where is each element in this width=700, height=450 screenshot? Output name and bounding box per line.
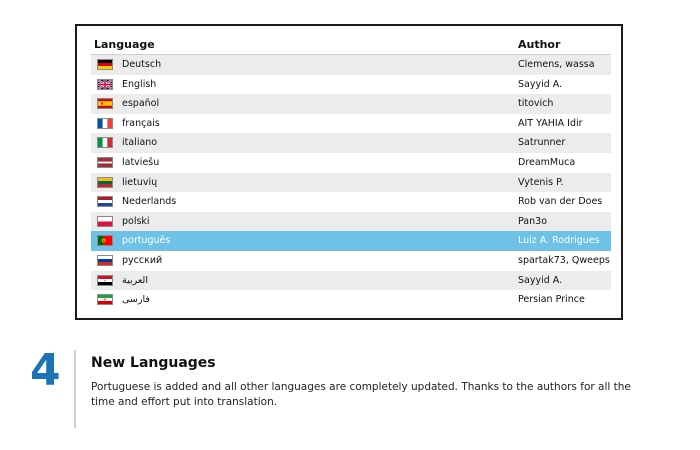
language-name: polski (122, 215, 150, 227)
column-header-language[interactable]: Language (94, 38, 155, 51)
table-row-selected[interactable] (91, 231, 611, 251)
flag-netherlands-icon (97, 196, 113, 207)
flag-lithuania-icon (97, 177, 113, 188)
author-name: spartak73, Qweeps (518, 254, 610, 266)
language-name: Nederlands (122, 196, 177, 208)
table-row[interactable] (91, 290, 611, 310)
author-name: DreamMuca (518, 156, 576, 168)
author-name: Sayyid A. (518, 78, 563, 90)
table-row[interactable] (91, 251, 611, 271)
language-name: فارسی (122, 294, 150, 306)
flag-egypt-icon (97, 275, 113, 286)
language-name: Deutsch (122, 59, 162, 70)
feature-description: Portuguese is added and all other languages are completely updated. Thanks to the authors for all the time and effort put into translation. (91, 381, 631, 408)
table-row[interactable] (91, 173, 611, 193)
table-row[interactable] (91, 133, 611, 153)
author-name: Vytenis P. (518, 176, 564, 188)
step-number: 4 (30, 345, 61, 396)
flag-uk-icon (97, 79, 113, 90)
feature-title: New Languages (91, 355, 216, 371)
language-name: English (122, 78, 157, 90)
language-name: español (122, 98, 160, 110)
author-name: Luiz A. Rodrigues (518, 235, 600, 247)
vertical-divider (74, 350, 76, 428)
language-list-window (75, 24, 623, 320)
language-name: português (122, 235, 171, 247)
author-name: Satrunner (518, 137, 566, 149)
author-name: Persian Prince (518, 294, 585, 306)
author-name: Sayyid A. (518, 274, 563, 286)
table-row[interactable] (91, 192, 611, 212)
flag-spain-icon (97, 98, 113, 109)
author-name: Clemens, wassa (518, 59, 595, 70)
language-name: العربية (122, 274, 148, 286)
flag-germany-icon (97, 59, 113, 70)
table-row[interactable] (91, 153, 611, 173)
table-row[interactable] (91, 94, 611, 114)
author-name: AIT YAHIA Idir (518, 117, 583, 129)
column-header-author[interactable]: Author (518, 38, 561, 51)
flag-italy-icon (97, 137, 113, 148)
table-row[interactable] (91, 55, 611, 75)
author-name: Rob van der Does (518, 196, 603, 208)
flag-russia-icon (97, 255, 113, 266)
language-name: русский (122, 254, 163, 266)
flag-france-icon (97, 118, 113, 129)
list-header (91, 36, 611, 54)
language-name: latviešu (122, 156, 160, 168)
language-rows (91, 55, 611, 310)
table-row[interactable] (91, 114, 611, 134)
language-name: français (122, 117, 160, 129)
author-name: titovich (518, 98, 554, 110)
language-name: lietuvių (122, 176, 158, 188)
language-name: italiano (122, 137, 158, 149)
table-row[interactable] (91, 271, 611, 291)
flag-iran-icon (97, 294, 113, 305)
flag-poland-icon (97, 216, 113, 227)
flag-latvia-icon (97, 157, 113, 168)
table-row[interactable] (91, 212, 611, 232)
table-row[interactable] (91, 75, 611, 95)
flag-portugal-icon (97, 235, 113, 246)
author-name: Pan3o (518, 215, 548, 227)
